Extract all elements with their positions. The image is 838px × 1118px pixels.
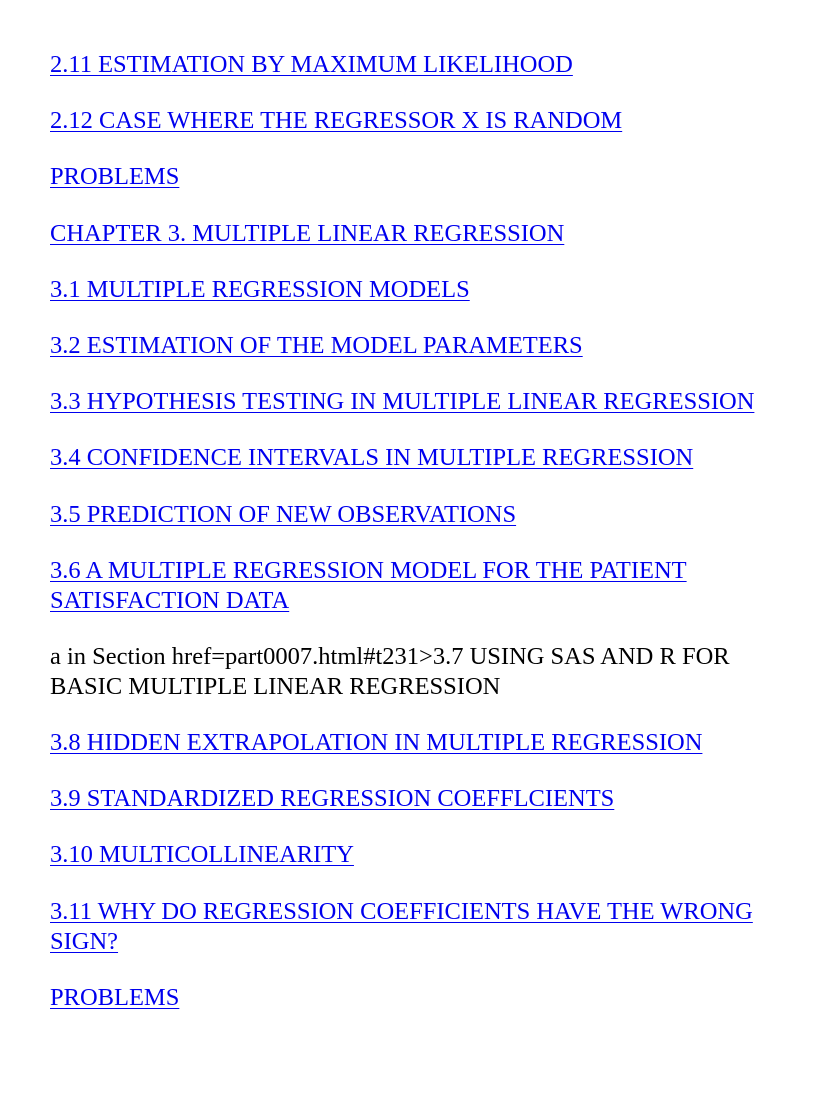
toc-link-problems-ch2[interactable]: PROBLEMS [50, 163, 180, 191]
toc-entry-3-1 [50, 275, 790, 305]
toc-entry-problems-ch3 [50, 983, 790, 1013]
toc-entry-3-5 [50, 500, 790, 530]
toc-entry-2-11 [50, 50, 790, 80]
toc-entry-3-7-broken-markup: a in Section href=part0007.html#t231>3.7 USING SAS AND R FOR BASIC MULTIPLE LINEAR REGRESSION [50, 642, 730, 700]
toc-entry-3-3 [50, 387, 790, 417]
toc-link-3-1-multiple-regression-models[interactable]: 3.1 MULTIPLE REGRESSION MODELS [50, 275, 470, 303]
toc-link-3-3-hypothesis-testing[interactable]: 3.3 HYPOTHESIS TESTING IN MULTIPLE LINEAR REGRESSION [50, 388, 755, 416]
toc-link-3-6-patient-satisfaction-model[interactable]: 3.6 A MULTIPLE REGRESSION MODEL FOR THE PATIENT SATISFACTION DATA [50, 556, 687, 614]
toc-link-3-4-confidence-intervals[interactable]: 3.4 CONFIDENCE INTERVALS IN MULTIPLE REGRESSION [50, 444, 694, 472]
table-of-contents [50, 50, 790, 1039]
toc-link-2-12-case-where-regressor-is-random[interactable]: 2.12 CASE WHERE THE REGRESSOR X IS RANDOM [50, 107, 623, 135]
toc-entry-3-6 [50, 556, 790, 616]
toc-link-3-5-prediction-of-new-observations[interactable]: 3.5 PREDICTION OF NEW OBSERVATIONS [50, 500, 517, 528]
toc-entry-problems-ch2 [50, 162, 790, 192]
toc-link-problems-ch3[interactable]: PROBLEMS [50, 983, 180, 1011]
toc-entry-chapter-3 [50, 219, 790, 249]
toc-entry-3-8 [50, 728, 790, 758]
toc-entry-3-2 [50, 331, 790, 361]
toc-entry-3-9 [50, 784, 790, 814]
toc-link-2-11-estimation-by-maximum-likelihood[interactable]: 2.11 ESTIMATION BY MAXIMUM LIKELIHOOD [50, 51, 573, 78]
toc-link-3-2-estimation-of-model-parameters[interactable]: 3.2 ESTIMATION OF THE MODEL PARAMETERS [50, 331, 583, 359]
toc-entry-2-12 [50, 106, 790, 136]
toc-entry-3-4 [50, 443, 790, 473]
toc-link-3-9-standardized-coefficients[interactable]: 3.9 STANDARDIZED REGRESSION COEFFLCIENTS [50, 785, 615, 813]
toc-link-3-10-multicollinearity[interactable]: 3.10 MULTICOLLINEARITY [50, 841, 354, 869]
toc-link-3-11-wrong-sign[interactable]: 3.11 WHY DO REGRESSION COEFFICIENTS HAVE THE WRONG SIGN? [50, 897, 753, 955]
toc-link-chapter-3[interactable]: CHAPTER 3. MULTIPLE LINEAR REGRESSION [50, 219, 565, 247]
toc-entry-3-10 [50, 840, 790, 870]
toc-entry-3-11 [50, 897, 790, 957]
toc-link-3-8-hidden-extrapolation[interactable]: 3.8 HIDDEN EXTRAPOLATION IN MULTIPLE REGRESSION [50, 729, 703, 757]
